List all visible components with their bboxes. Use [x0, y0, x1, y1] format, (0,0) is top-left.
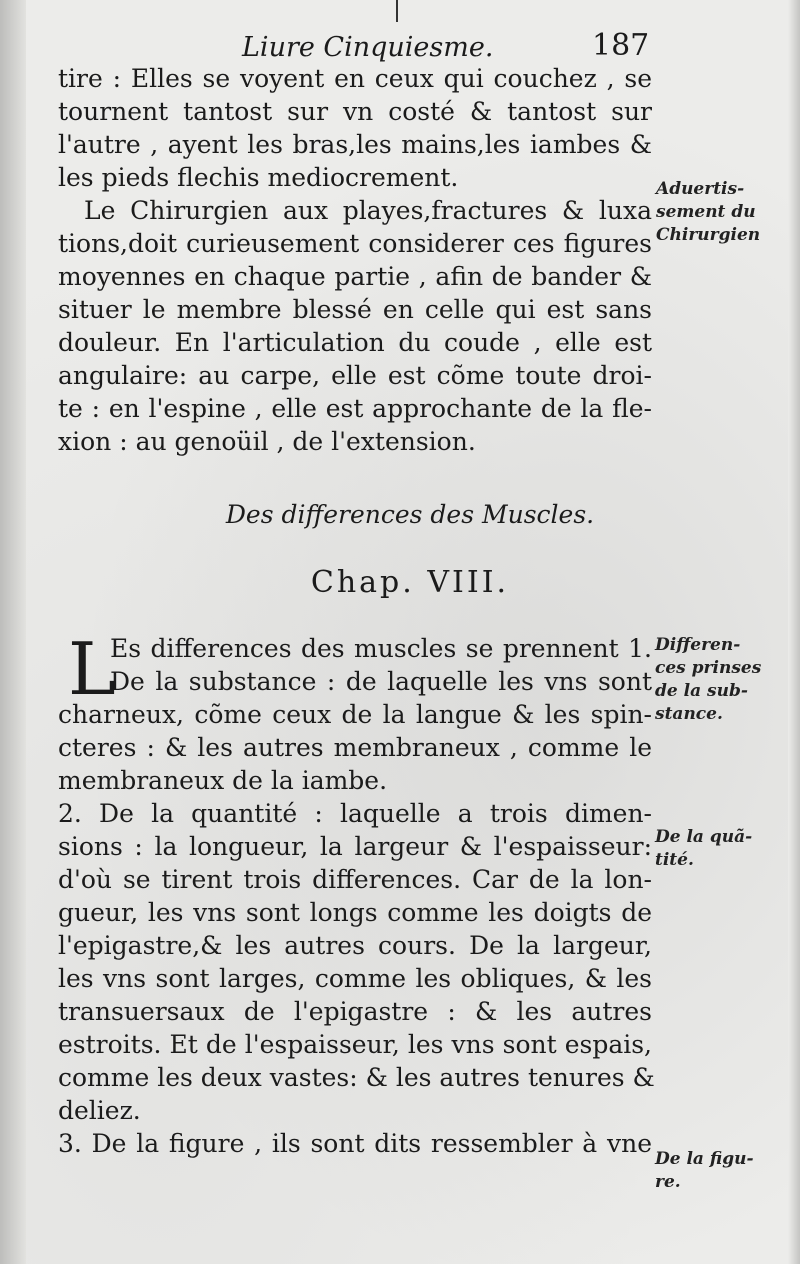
- section-paragraphs-2: [58, 627, 655, 1160]
- text-line: moyennes en chaque partie , afin de bander &: [58, 262, 652, 291]
- chapter-heading: Chap. VIII.: [310, 565, 510, 600]
- text-line: cteres : & les autres membraneux , comme le: [58, 733, 652, 762]
- margin-note-line: De la quã-: [655, 827, 753, 847]
- margin-note-quantite: [655, 826, 790, 872]
- text-line: tournent tantost sur vn costé & tantost sur: [58, 97, 652, 126]
- text-line: charneux, cõme ceux de la langue & les spin-: [58, 700, 652, 729]
- text-line: xion : au genoüil , de l'extension.: [58, 427, 476, 456]
- text-line: transuersaux de l'epigastre : & les autres: [58, 997, 652, 1026]
- text-line: angulaire: au carpe, elle est cõme toute droi-: [58, 361, 652, 390]
- text-line: tions,doit curieusement considerer ces figures: [58, 229, 652, 258]
- binding-mark: [396, 0, 398, 22]
- text-line: 3. De la figure , ils sont dits ressembler à vne: [58, 1129, 652, 1158]
- text-line: l'autre , ayent les bras,les mains,les iambes &: [58, 130, 652, 159]
- text-line: gueur, les vns sont longs comme les doigts de: [58, 898, 652, 927]
- text-line: tire : Elles se voyent en ceux qui couchez , se: [58, 64, 652, 93]
- margin-note-line: re.: [655, 1172, 681, 1192]
- running-title: Liure Cinquiesme.: [242, 32, 494, 63]
- text-line: situer le membre blessé en celle qui est sans: [58, 295, 652, 324]
- margin-note-line: sement du: [656, 202, 756, 222]
- margin-note-figure: [655, 1148, 790, 1194]
- text-line: deliez.: [58, 1096, 141, 1125]
- margin-note-substance: [655, 634, 790, 726]
- text-line: les pieds flechis mediocrement.: [58, 163, 459, 192]
- text-line: te : en l'espine , elle est approchante de la fle-: [58, 394, 652, 423]
- text-line: Le Chirurgien aux playes,fractures & luxa: [84, 196, 652, 225]
- text-line: comme les deux vastes: & les autres tenures &: [58, 1063, 655, 1092]
- text-line: douleur. En l'articulation du coude , elle est: [58, 328, 652, 357]
- text-line: l'epigastre,& les autres cours. De la largeur,: [58, 931, 652, 960]
- margin-note-line: Aduertis-: [656, 179, 745, 199]
- section-paragraphs-1: [58, 62, 652, 458]
- text-line: les vns sont larges, comme les obliques, & les: [58, 964, 652, 993]
- margin-note-line: Chirurgien: [656, 225, 761, 245]
- text-line: Es differences des muscles se prennent 1.: [110, 634, 652, 663]
- margin-note-line: stance.: [655, 704, 723, 724]
- margin-note-line: De la figu-: [655, 1149, 754, 1169]
- margin-note-line: tité.: [655, 850, 694, 870]
- text-line: membraneux de la iambe.: [58, 766, 388, 795]
- margin-note-aduertissement: [656, 178, 791, 247]
- text-line: d'où se tirent trois differences. Car de la lon-: [58, 865, 652, 894]
- text-line: De la substance : de laquelle les vns sont: [110, 667, 652, 696]
- page-gutter-shadow: [0, 0, 26, 1264]
- margin-note-line: ces prinses: [655, 658, 762, 678]
- section-subtitle: Des differences des Muscles.: [225, 500, 595, 529]
- text-line: estroits. Et de l'espaisseur, les vns sont espais,: [58, 1030, 652, 1059]
- text-line: sions : la longueur, la largeur & l'espaisseur:: [58, 832, 652, 861]
- page-number: 187: [592, 28, 650, 63]
- text-line: 2. De la quantité : laquelle a trois dimen-: [58, 799, 652, 828]
- drop-cap: L: [68, 627, 116, 711]
- margin-note-line: Differen-: [655, 635, 741, 655]
- margin-note-line: de la sub-: [655, 681, 748, 701]
